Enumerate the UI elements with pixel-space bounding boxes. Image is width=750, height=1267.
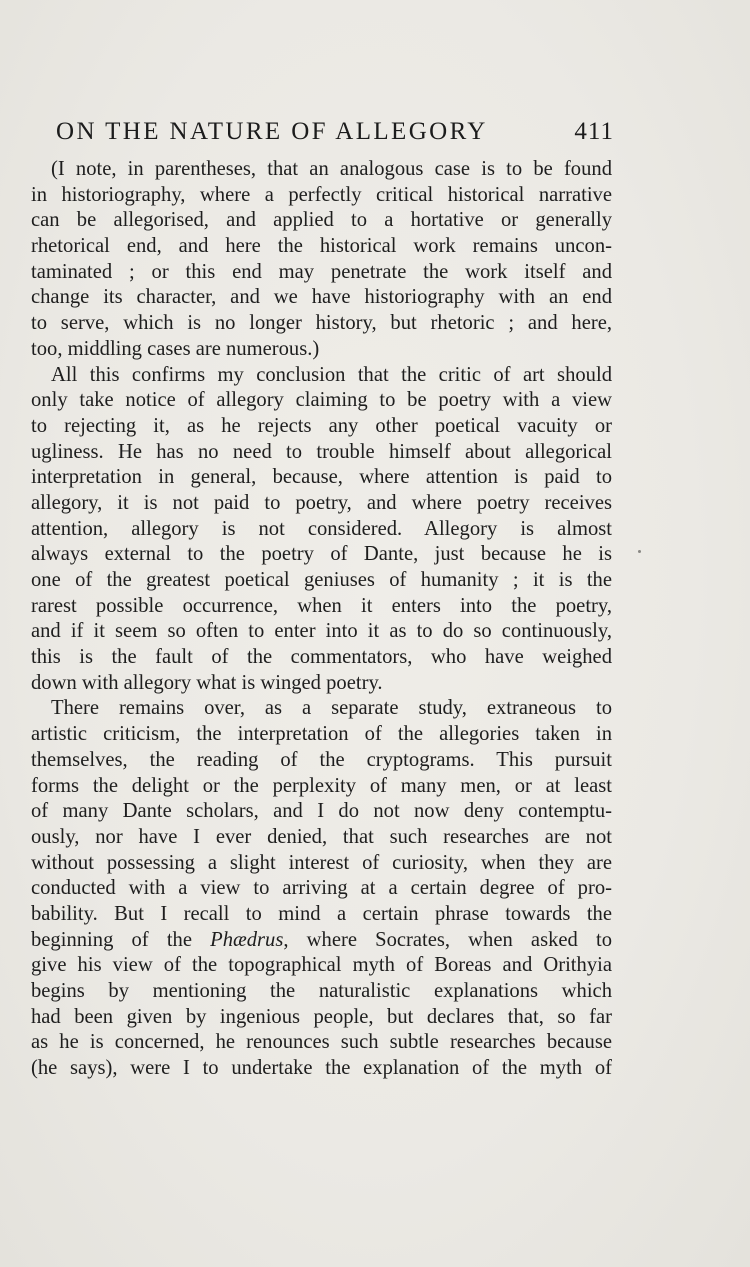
italic-work-title: Phædrus xyxy=(210,928,284,951)
text-line: bability. But I recall to mind a certain phrase towards the xyxy=(31,902,612,925)
text-line: artistic criticism, the interpretation of the allegories taken in xyxy=(31,723,612,746)
text-line: down with allegory what is winged poetry. xyxy=(31,671,383,694)
text-line: in historiography, where a perfectly critical historical narrative xyxy=(31,183,612,206)
text-line: only take notice of allegory claiming to be poetry with a view xyxy=(31,389,612,412)
text-line: change its character, and we have historiography with an end xyxy=(31,286,612,309)
text-line: themselves, the reading of the cryptograms. This pursuit xyxy=(31,748,612,771)
text-line: interpretation in general, because, where attention is paid to xyxy=(31,466,612,489)
text-line: without possessing a slight interest of curiosity, when they are xyxy=(31,851,612,874)
text-line: as he is concerned, he renounces such subtle researches because xyxy=(31,1031,612,1054)
text-line: forms the delight or the perplexity of many men, or at least xyxy=(31,774,612,797)
text-line: can be allegorised, and applied to a hortative or generally xyxy=(31,209,612,232)
text-run: , where Socrates, when asked to xyxy=(283,928,612,951)
chapter-title: ON THE NATURE OF ALLEGORY xyxy=(56,118,488,145)
text-line: one of the greatest poetical geniuses of humanity ; it is the xyxy=(31,569,612,591)
text-line: give his view of the topographical myth of Boreas and Orithyia xyxy=(31,954,612,977)
text-line-with-italic xyxy=(31,928,612,954)
paragraph-3 xyxy=(31,696,612,1081)
running-head xyxy=(56,118,614,152)
text-line: taminated ; or this end may penetrate the work itself and xyxy=(31,260,612,283)
text-line: to rejecting it, as he rejects any other poetical vacuity or xyxy=(31,414,612,437)
text-line: had been given by ingenious people, but declares that, so far xyxy=(31,1005,612,1028)
page-number: 411 xyxy=(574,118,614,145)
text-line: attention, allegory is not considered. Allegory is almost xyxy=(31,517,612,540)
text-line: this is the fault of the commentators, who have weighed xyxy=(31,646,612,669)
text-line: rhetorical end, and here the historical work remains uncon- xyxy=(31,235,612,258)
text-line: of many Dante scholars, and I do not now deny contemptu- xyxy=(31,800,612,823)
text-line: All this confirms my conclusion that the critic of art should xyxy=(51,363,612,386)
text-line: ugliness. He has no need to trouble himself about allegorical xyxy=(31,440,612,463)
paper-speck xyxy=(638,550,641,553)
text-line: to serve, which is no longer history, but rhetoric ; and here, xyxy=(31,312,612,335)
text-line: (I note, in parentheses, that an analogous case is to be found xyxy=(51,158,612,180)
text-line: begins by mentioning the naturalistic explanations which xyxy=(31,980,612,1002)
paragraph-1 xyxy=(31,157,612,363)
body-text xyxy=(31,157,612,1082)
text-line: There remains over, as a separate study, extraneous to xyxy=(51,697,612,720)
text-line: and if it seem so often to enter into it as to do so continuously, xyxy=(31,620,612,643)
text-run: beginning of the xyxy=(31,928,211,951)
text-line: conducted with a view to arriving at a certain degree of pro- xyxy=(31,877,612,900)
text-line: (he says), were I to undertake the explanation of the myth of xyxy=(31,1057,612,1080)
text-line: always external to the poetry of Dante, just because he is xyxy=(31,543,612,566)
text-line: allegory, it is not paid to poetry, and where poetry receives xyxy=(31,491,612,514)
text-line: ously, nor have I ever denied, that such researches are not xyxy=(31,825,612,848)
text-line: too, middling cases are numerous.) xyxy=(31,337,320,360)
text-line: rarest possible occurrence, when it enters into the poetry, xyxy=(31,594,612,617)
paragraph-2 xyxy=(31,363,612,697)
